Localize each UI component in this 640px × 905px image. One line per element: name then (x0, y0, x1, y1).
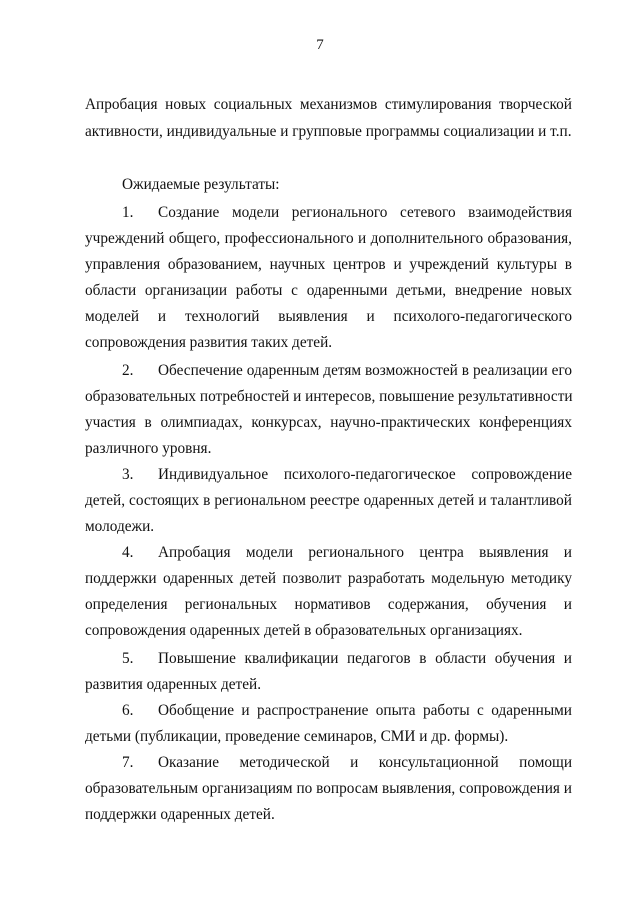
list-item-text: Обобщение и распространение опыта работы с одаренными (158, 702, 572, 719)
list-item-number: 4. (122, 544, 134, 561)
list-item-text: Создание модели регионального сетевого взаимодействия (158, 204, 572, 221)
list-item-heading (122, 650, 572, 668)
list-item-heading (122, 544, 572, 562)
intro-line: активности, индивидуальные и групповые программы социализации и т.п. (85, 123, 572, 140)
list-item-line: области организации работы с одаренными детьми, внедрение новых (85, 282, 572, 299)
list-item-heading (122, 754, 572, 772)
list-item-heading (122, 204, 572, 222)
list-item-text: Оказание методической и консультационной помощи (158, 754, 572, 771)
list-item-number: 3. (122, 466, 134, 483)
list-item-line: образовательных потребностей и интересов, повышение результативности (85, 388, 573, 405)
list-item-text: Индивидуальное психолого-педагогическое сопровождение (158, 466, 572, 483)
list-item-line: различного уровня. (85, 440, 212, 457)
list-item-number: 5. (122, 650, 134, 667)
list-item-line: детьми (публикации, проведение семинаров, СМИ и др. формы). (85, 728, 509, 745)
list-item-number: 7. (122, 754, 134, 771)
results-heading: Ожидаемые результаты: (122, 176, 280, 193)
list-item-line: молодежи. (85, 518, 155, 535)
list-item-line: развития одаренных детей. (85, 676, 262, 693)
list-item-heading (122, 702, 572, 720)
list-item-heading (122, 466, 572, 484)
list-item-line: сопровождения развития таких детей. (85, 334, 333, 351)
list-item-line: поддержки одаренных детей. (85, 806, 275, 823)
list-item-text: Обеспечение одаренным детям возможностей в реализации его (158, 362, 572, 379)
list-item-line: управления образованием, научных центров и учреждений культуры в (85, 256, 572, 273)
list-item-line: детей, состоящих в региональном реестре одаренных детей и талантливой (85, 492, 572, 509)
list-item-line: участия в олимпиадах, конкурсах, научно-практических конференциях (85, 414, 572, 431)
list-item-line: определения региональных нормативов содержания, обучения и (85, 596, 572, 613)
list-item-number: 6. (122, 702, 134, 719)
list-item-line: учреждений общего, профессионального и дополнительного образования, (85, 230, 572, 247)
list-item-text: Повышение квалификации педагогов в области обучения и (158, 650, 572, 667)
list-item-line: поддержки одаренных детей позволит разработать модельную методику (85, 570, 572, 587)
list-item-number: 1. (122, 204, 134, 221)
list-item-number: 2. (122, 362, 134, 379)
intro-line: Апробация новых социальных механизмов стимулирования творческой (85, 96, 572, 113)
list-item-line: сопровождения одаренных детей в образовательных организациях. (85, 622, 523, 639)
list-item-line: моделей и технологий выявления и психолого-педагогического (85, 308, 572, 325)
page-number: 7 (316, 37, 324, 53)
list-item-line: образовательным организациям по вопросам выявления, сопровождения и (85, 780, 572, 797)
list-item-heading (122, 362, 572, 380)
list-item-text: Апробация модели регионального центра выявления и (158, 544, 572, 561)
